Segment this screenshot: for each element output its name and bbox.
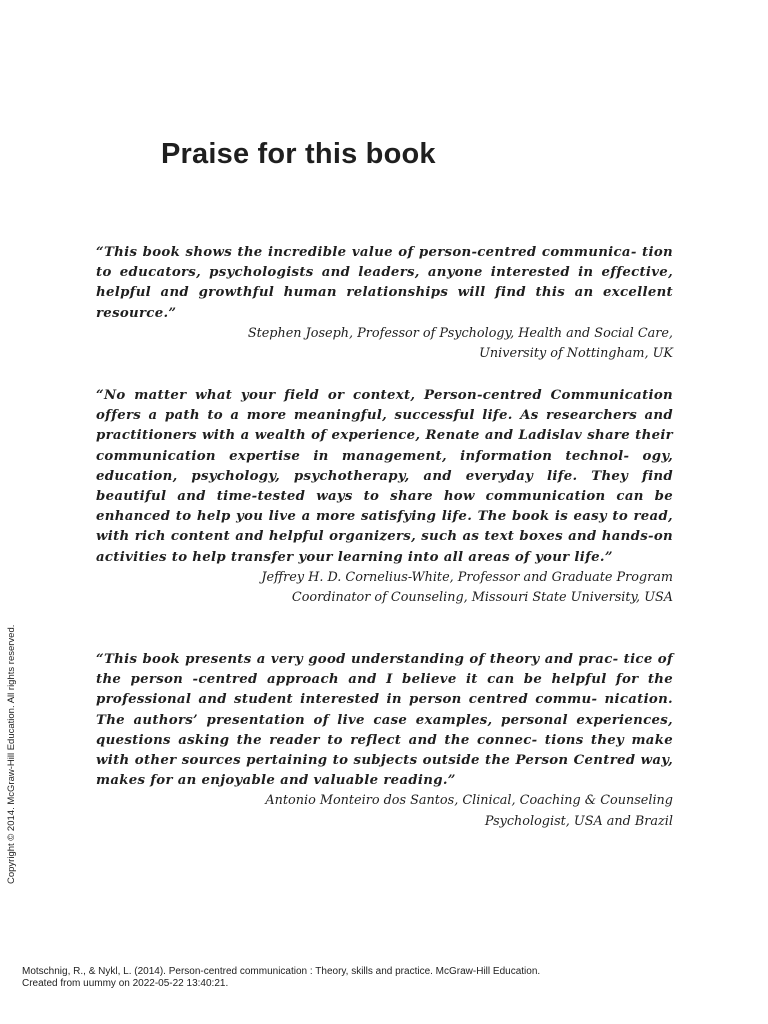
citation-line: Motschnig, R., & Nykl, L. (2014). Person-centred communication : Theory, skills and practice. McGraw-Hill Education. bbox=[22, 966, 541, 977]
quote-text: “This book presents a very good understanding of theory and prac- tice of the person -centred approach and I believe it can be helpful for the professional and student interested in person centred commu- nication. The authors’ presentation of live case examples, personal experiences, questions asking the reader to reflect and the connec- tions they make with other sources pertaining to subjects outside the Person Centred way, makes for an enjoyable and valuable reading.” bbox=[96, 652, 673, 789]
copyright-notice: Copyright © 2014. McGraw-Hill Education. All rights reserved. bbox=[6, 624, 17, 884]
created-line: Created from uummy on 2022-05-22 13:40:21. bbox=[22, 978, 229, 989]
praise-quote bbox=[96, 650, 673, 832]
quote-attribution bbox=[96, 791, 673, 831]
quote-attribution bbox=[96, 568, 673, 608]
attribution-line: Jeffrey H. D. Cornelius-White, Professor and Graduate Program bbox=[261, 569, 673, 585]
quote-text: “This book shows the incredible value of person-centred communica- tion to educators, psychologists and leaders, anyone interested in effective, helpful and growthful human relationships will find this an excellent resource.” bbox=[96, 245, 673, 321]
page-title: Praise for this book bbox=[161, 138, 436, 170]
attribution-line: Antonio Monteiro dos Santos, Clinical, Coaching & Counseling bbox=[265, 793, 673, 809]
quote-attribution bbox=[96, 324, 673, 364]
praise-quote bbox=[96, 386, 673, 608]
quote-text: “No matter what your field or context, Person-centred Communication offers a path to a more meaningful, successful life. As researchers and practitioners with a wealth of experience, Renate and Ladislav share their communication expertise in management, information technol- ogy, education, psychology, psychotherapy, and everyday life. They find beautiful and time-tested ways to share how communication can be enhanced to help you live a more satisfying life. The book is easy to read, with rich content and helpful organizers, such as text boxes and hands-on activities to help transfer your learning into all areas of your life.” bbox=[96, 388, 673, 565]
attribution-line: Stephen Joseph, Professor of Psychology, Health and Social Care, bbox=[247, 325, 673, 341]
praise-quote bbox=[96, 243, 673, 364]
attribution-line: Coordinator of Counseling, Missouri State University, USA bbox=[291, 590, 673, 606]
attribution-line: Psychologist, USA and Brazil bbox=[484, 813, 673, 829]
footer-citation bbox=[22, 966, 540, 990]
attribution-line: University of Nottingham, UK bbox=[479, 346, 673, 362]
